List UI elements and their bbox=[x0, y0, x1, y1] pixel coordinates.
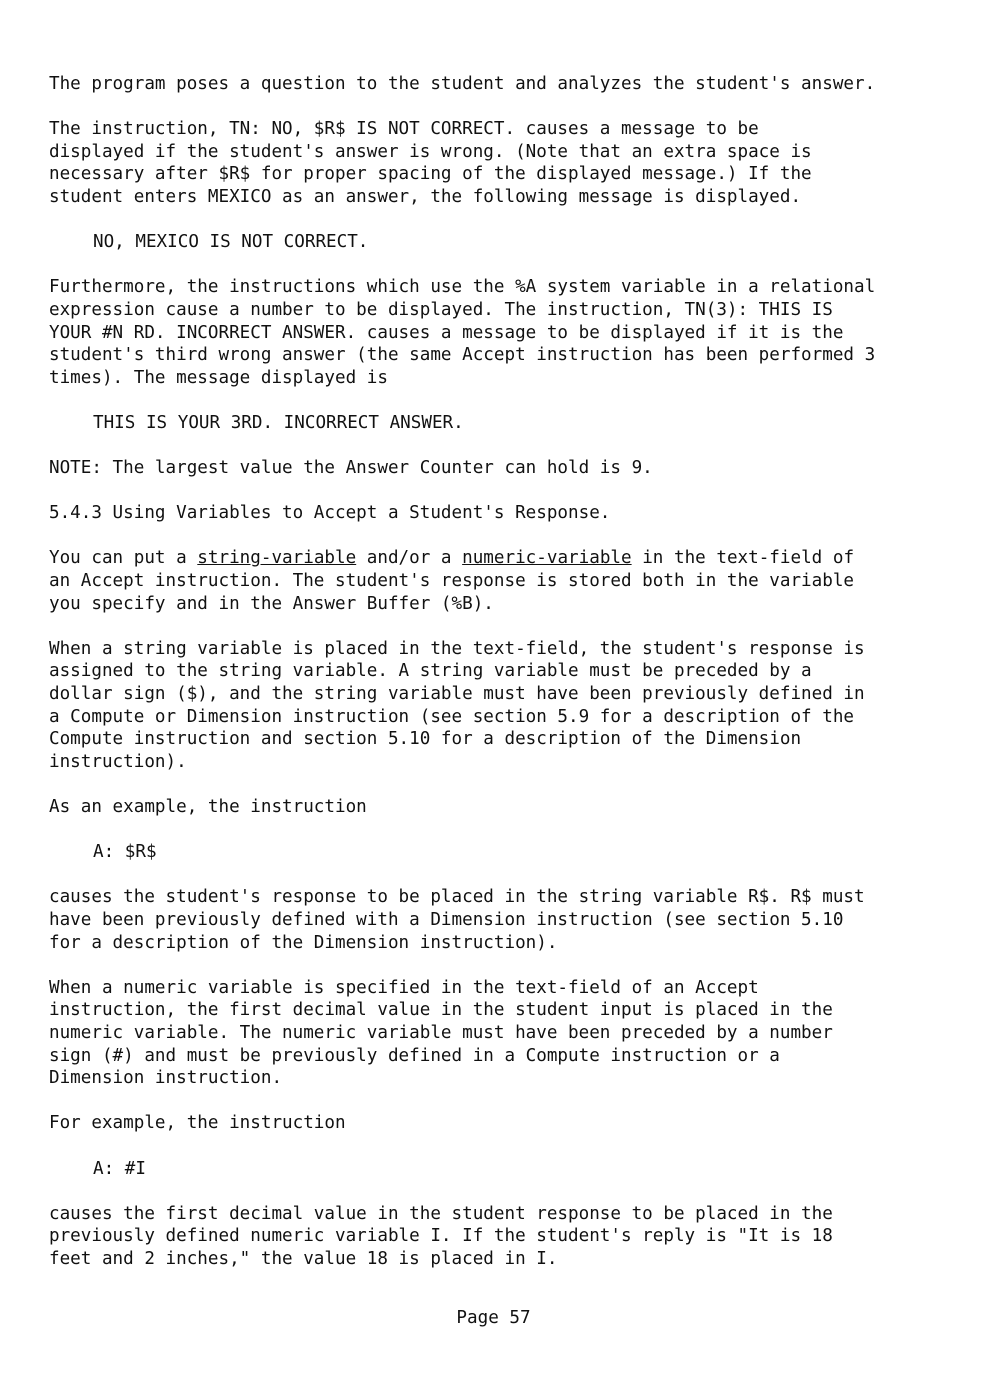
example-intro-paragraph bbox=[49, 796, 949, 819]
text-line: necessary after $R$ for proper spacing of the displayed message.) If the bbox=[49, 164, 812, 185]
text-line: you specify and in the Answer Buffer (%B). bbox=[49, 593, 494, 614]
string-variable-paragraph bbox=[49, 638, 949, 774]
string-result-paragraph bbox=[49, 886, 949, 954]
underlined-term: numeric-variable bbox=[462, 548, 632, 569]
text-line: for a description of the Dimension instruction). bbox=[49, 932, 558, 953]
text-line: displayed if the student's answer is wrong. (Note that an extra space is bbox=[49, 141, 812, 162]
text-segment: and/or a bbox=[356, 548, 463, 569]
text-line: NO, MEXICO IS NOT CORRECT. bbox=[93, 232, 369, 253]
variables-intro-paragraph bbox=[49, 547, 949, 615]
text-line: YOUR #N RD. INCORRECT ANSWER. causes a message to be displayed if it is the bbox=[49, 322, 844, 343]
text-segment: in the text-field of bbox=[631, 548, 855, 569]
text-line: When a numeric variable is specified in the text-field of an Accept bbox=[49, 977, 759, 998]
example-output-3rd bbox=[49, 412, 949, 435]
tn-instruction-paragraph bbox=[49, 118, 949, 208]
text-line: Compute instruction and section 5.10 for a description of the Dimension bbox=[49, 729, 802, 750]
section-heading bbox=[49, 502, 949, 525]
text-line: 5.4.3 Using Variables to Accept a Student's Response. bbox=[49, 503, 611, 524]
document-page bbox=[49, 73, 949, 1293]
text-line: Dimension instruction. bbox=[49, 1068, 283, 1089]
text-line: assigned to the string variable. A string variable must be preceded by a bbox=[49, 661, 812, 682]
text-line: a Compute or Dimension instruction (see section 5.9 for a description of the bbox=[49, 706, 855, 727]
text-line: dollar sign ($), and the string variable must have been previously defined in bbox=[49, 684, 865, 705]
text-line: feet and 2 inches," the value 18 is placed in I. bbox=[49, 1248, 558, 1269]
text-line: previously defined numeric variable I. If the student's reply is "It is 18 bbox=[49, 1226, 833, 1247]
intro-paragraph bbox=[49, 73, 949, 96]
text-line: NOTE: The largest value the Answer Counter can hold is 9. bbox=[49, 458, 653, 479]
numeric-variable-paragraph bbox=[49, 977, 949, 1090]
text-line: expression cause a number to be displayed. The instruction, TN(3): THIS IS bbox=[49, 299, 833, 320]
text-line: For example, the instruction bbox=[49, 1113, 346, 1134]
text-line: an Accept instruction. The student's response is stored both in the variable bbox=[49, 571, 855, 592]
text-line: have been previously defined with a Dimension instruction (see section 5.10 bbox=[49, 909, 844, 930]
relational-expression-paragraph bbox=[49, 276, 949, 389]
code-example-numeric bbox=[49, 1158, 949, 1181]
underlined-term: string-variable bbox=[197, 548, 357, 569]
text-line: instruction, the first decimal value in the student input is placed in the bbox=[49, 1000, 833, 1021]
text-line: causes the first decimal value in the student response to be placed in the bbox=[49, 1203, 833, 1224]
text-line: student's third wrong answer (the same Accept instruction has been performed 3 bbox=[49, 345, 876, 366]
text-line: student enters MEXICO as an answer, the following message is displayed. bbox=[49, 186, 802, 207]
text-line: numeric variable. The numeric variable must have been preceded by a number bbox=[49, 1022, 833, 1043]
text-line: sign (#) and must be previously defined in a Compute instruction or a bbox=[49, 1045, 780, 1066]
text-line: causes the student's response to be placed in the string variable R$. R$ must bbox=[49, 887, 865, 908]
text-line: A: #I bbox=[93, 1158, 146, 1179]
text-line: Furthermore, the instructions which use the %A system variable in a relational bbox=[49, 277, 876, 298]
text-segment: You can put a bbox=[49, 548, 198, 569]
example-intro-paragraph-2 bbox=[49, 1112, 949, 1135]
note-paragraph bbox=[49, 457, 949, 480]
code-example-string bbox=[49, 841, 949, 864]
page-number: Page 57 bbox=[456, 1308, 531, 1328]
text-line: As an example, the instruction bbox=[49, 797, 367, 817]
text-line: The program poses a question to the student and analyzes the student's answer. bbox=[49, 74, 876, 94]
example-output-mexico bbox=[49, 231, 949, 254]
text-line: A: $R$ bbox=[93, 842, 157, 863]
text-line: The instruction, TN: NO, $R$ IS NOT CORRECT. causes a message to be bbox=[49, 119, 759, 140]
text-line: instruction). bbox=[49, 751, 187, 772]
text-line: times). The message displayed is bbox=[49, 367, 388, 388]
text-line: THIS IS YOUR 3RD. INCORRECT ANSWER. bbox=[93, 412, 464, 433]
numeric-result-paragraph bbox=[49, 1203, 949, 1271]
text-line: When a string variable is placed in the text-field, the student's response is bbox=[49, 638, 865, 659]
